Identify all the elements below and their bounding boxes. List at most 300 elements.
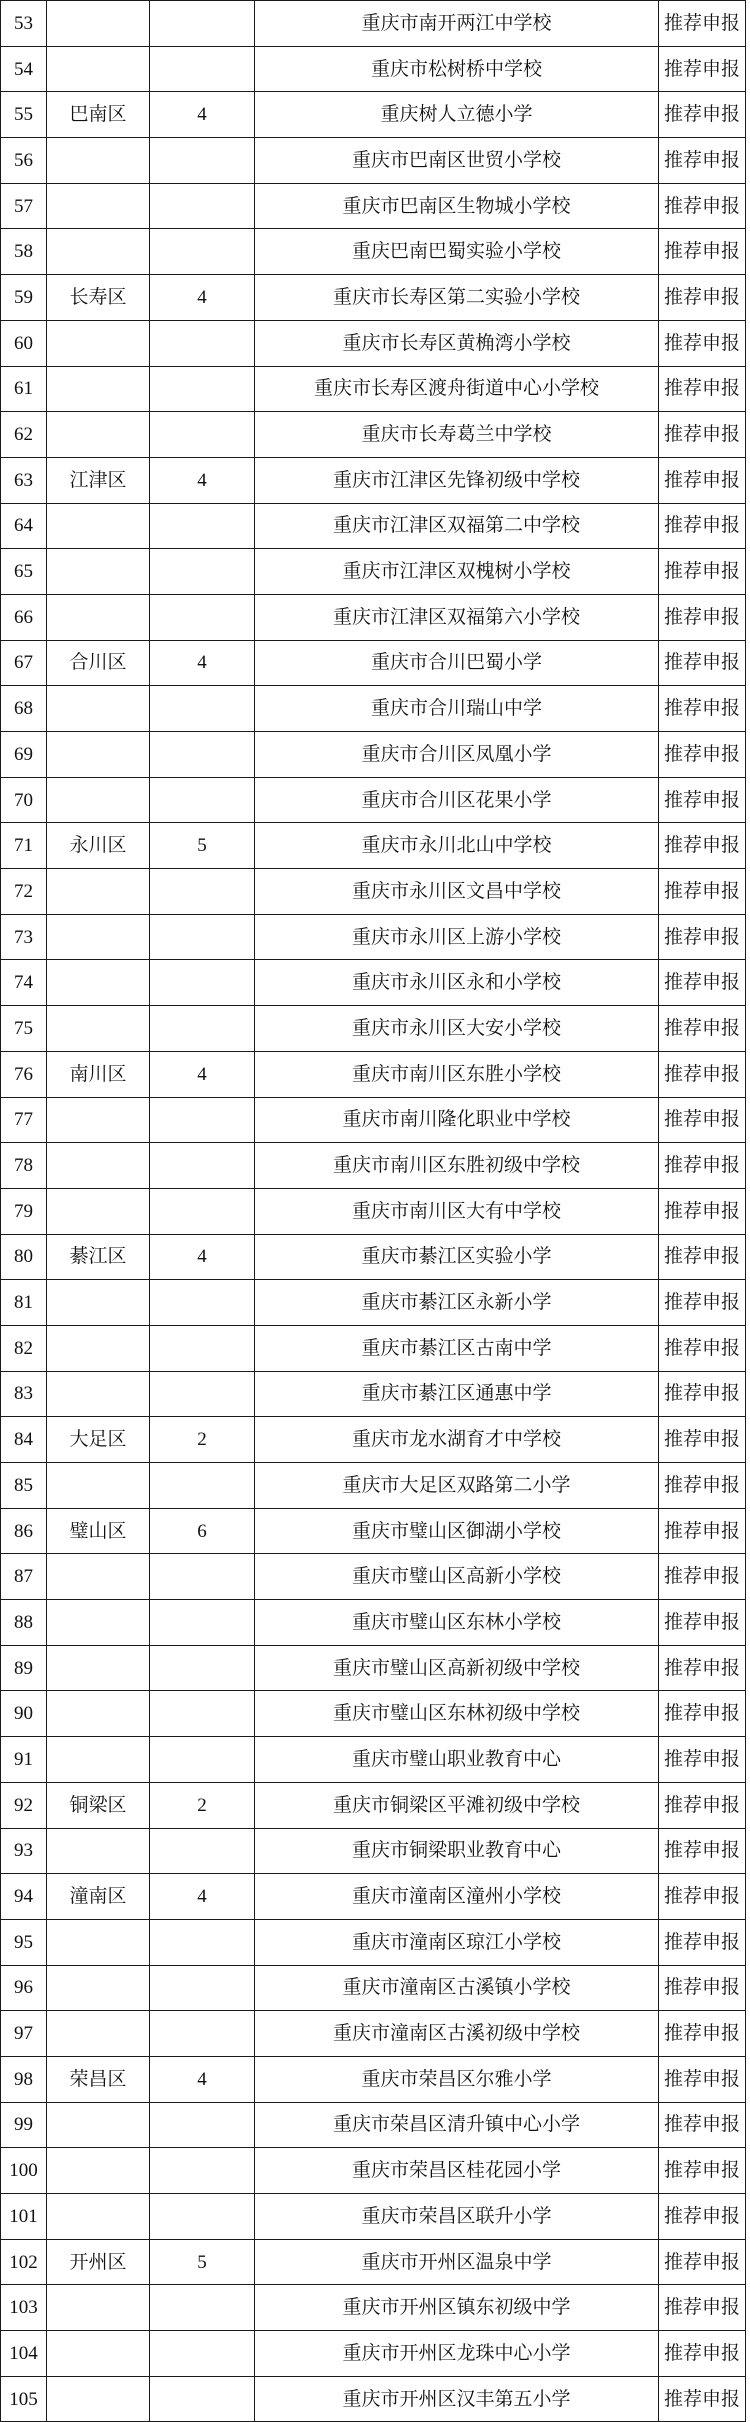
table-row — [1, 412, 746, 458]
table-row — [1, 777, 746, 823]
row-number-cell: 97 — [1, 2011, 47, 2057]
table-row — [1, 2194, 746, 2240]
table-row — [1, 1600, 746, 1646]
district-cell — [47, 1554, 150, 1600]
quota-count-cell — [150, 366, 255, 412]
quota-count-cell — [150, 1006, 255, 1052]
table-row — [1, 1417, 746, 1463]
table-row — [1, 594, 746, 640]
table-row — [1, 1645, 746, 1691]
quota-count-cell: 4 — [150, 640, 255, 686]
quota-count-cell — [150, 777, 255, 823]
district-cell — [47, 366, 150, 412]
table-row — [1, 1782, 746, 1828]
table-row — [1, 1874, 746, 1920]
school-name-cell: 重庆市长寿区第二实验小学校 — [255, 275, 659, 321]
quota-count-cell: 5 — [150, 2239, 255, 2285]
quota-count-cell: 2 — [150, 1782, 255, 1828]
quota-count-cell — [150, 1919, 255, 1965]
table-row — [1, 1463, 746, 1509]
school-name-cell: 重庆市潼南区古溪初级中学校 — [255, 2011, 659, 2057]
school-name-cell: 重庆市荣昌区尔雅小学 — [255, 2056, 659, 2102]
application-type-cell: 推荐申报 — [659, 869, 746, 915]
school-name-cell: 重庆市永川区上游小学校 — [255, 914, 659, 960]
application-type-cell: 推荐申报 — [659, 2148, 746, 2194]
school-name-cell: 重庆市璧山区高新小学校 — [255, 1554, 659, 1600]
row-number-cell: 74 — [1, 960, 47, 1006]
application-type-cell: 推荐申报 — [659, 1691, 746, 1737]
row-number-cell: 94 — [1, 1874, 47, 1920]
application-type-cell: 推荐申报 — [659, 2376, 746, 2422]
row-number-cell: 93 — [1, 1828, 47, 1874]
application-type-cell: 推荐申报 — [659, 320, 746, 366]
quota-count-cell — [150, 1325, 255, 1371]
school-name-cell: 重庆市巴南区世贸小学校 — [255, 138, 659, 184]
row-number-cell: 96 — [1, 1965, 47, 2011]
table-row — [1, 46, 746, 92]
quota-count-cell — [150, 1463, 255, 1509]
table-row — [1, 1371, 746, 1417]
table-row — [1, 1143, 746, 1189]
district-cell — [47, 1463, 150, 1509]
quota-count-cell — [150, 46, 255, 92]
district-cell — [47, 914, 150, 960]
district-cell: 璧山区 — [47, 1508, 150, 1554]
school-name-cell: 重庆市开州区汉丰第五小学 — [255, 2376, 659, 2422]
row-number-cell: 77 — [1, 1097, 47, 1143]
application-type-cell: 推荐申报 — [659, 138, 746, 184]
table-row — [1, 1691, 746, 1737]
application-type-cell: 推荐申报 — [659, 275, 746, 321]
quota-count-cell — [150, 1828, 255, 1874]
table-row — [1, 2148, 746, 2194]
application-type-cell: 推荐申报 — [659, 2011, 746, 2057]
table-row — [1, 1508, 746, 1554]
row-number-cell: 90 — [1, 1691, 47, 1737]
quota-count-cell — [150, 1737, 255, 1783]
table-row — [1, 732, 746, 778]
quota-count-cell — [150, 2102, 255, 2148]
application-type-cell: 推荐申报 — [659, 1919, 746, 1965]
table-row — [1, 229, 746, 275]
quota-count-cell — [150, 503, 255, 549]
table-row — [1, 823, 746, 869]
application-type-cell: 推荐申报 — [659, 2194, 746, 2240]
application-type-cell: 推荐申报 — [659, 823, 746, 869]
school-name-cell: 重庆市长寿葛兰中学校 — [255, 412, 659, 458]
application-type-cell: 推荐申报 — [659, 1417, 746, 1463]
school-name-cell: 重庆市璧山区东林小学校 — [255, 1600, 659, 1646]
application-type-cell: 推荐申报 — [659, 960, 746, 1006]
row-number-cell: 65 — [1, 549, 47, 595]
district-cell — [47, 960, 150, 1006]
table-row — [1, 2056, 746, 2102]
school-name-cell: 重庆市綦江区实验小学 — [255, 1234, 659, 1280]
application-type-cell: 推荐申报 — [659, 46, 746, 92]
table-body — [1, 1, 746, 2422]
row-number-cell: 92 — [1, 1782, 47, 1828]
district-cell — [47, 1, 150, 47]
school-name-cell: 重庆市龙水湖育才中学校 — [255, 1417, 659, 1463]
application-type-cell: 推荐申报 — [659, 1143, 746, 1189]
school-name-cell: 重庆市开州区温泉中学 — [255, 2239, 659, 2285]
quota-count-cell — [150, 183, 255, 229]
row-number-cell: 60 — [1, 320, 47, 366]
row-number-cell: 69 — [1, 732, 47, 778]
quota-count-cell — [150, 412, 255, 458]
district-cell — [47, 549, 150, 595]
district-cell — [47, 229, 150, 275]
row-number-cell: 98 — [1, 2056, 47, 2102]
table-row — [1, 1, 746, 47]
row-number-cell: 86 — [1, 1508, 47, 1554]
district-cell: 荣昌区 — [47, 2056, 150, 2102]
application-type-cell: 推荐申报 — [659, 1645, 746, 1691]
row-number-cell: 103 — [1, 2285, 47, 2331]
table-row — [1, 457, 746, 503]
table-row — [1, 1097, 746, 1143]
district-cell: 大足区 — [47, 1417, 150, 1463]
row-number-cell: 82 — [1, 1325, 47, 1371]
district-cell — [47, 138, 150, 184]
quota-count-cell: 2 — [150, 1417, 255, 1463]
school-name-cell: 重庆市綦江区永新小学 — [255, 1280, 659, 1326]
row-number-cell: 78 — [1, 1143, 47, 1189]
table-row — [1, 503, 746, 549]
district-cell — [47, 320, 150, 366]
district-cell — [47, 2331, 150, 2377]
school-name-cell: 重庆巴南巴蜀实验小学校 — [255, 229, 659, 275]
row-number-cell: 55 — [1, 92, 47, 138]
application-type-cell: 推荐申报 — [659, 1600, 746, 1646]
quota-count-cell — [150, 1965, 255, 2011]
school-name-cell: 重庆市江津区双槐树小学校 — [255, 549, 659, 595]
district-cell — [47, 1325, 150, 1371]
district-cell: 长寿区 — [47, 275, 150, 321]
district-cell — [47, 2376, 150, 2422]
application-type-cell: 推荐申报 — [659, 1463, 746, 1509]
quota-count-cell — [150, 914, 255, 960]
table-row — [1, 138, 746, 184]
school-name-cell: 重庆市南川区东胜小学校 — [255, 1051, 659, 1097]
application-type-cell: 推荐申报 — [659, 1782, 746, 1828]
school-name-cell: 重庆市长寿区黄桷湾小学校 — [255, 320, 659, 366]
table-row — [1, 1280, 746, 1326]
quota-count-cell: 4 — [150, 2056, 255, 2102]
row-number-cell: 85 — [1, 1463, 47, 1509]
row-number-cell: 105 — [1, 2376, 47, 2422]
quota-count-cell — [150, 2285, 255, 2331]
table-row — [1, 686, 746, 732]
district-cell — [47, 1691, 150, 1737]
row-number-cell: 67 — [1, 640, 47, 686]
school-name-cell: 重庆市合川瑞山中学 — [255, 686, 659, 732]
table-row — [1, 549, 746, 595]
row-number-cell: 88 — [1, 1600, 47, 1646]
quota-count-cell — [150, 1188, 255, 1234]
row-number-cell: 95 — [1, 1919, 47, 1965]
application-type-cell: 推荐申报 — [659, 1, 746, 47]
row-number-cell: 75 — [1, 1006, 47, 1052]
school-name-cell: 重庆市江津区双福第二中学校 — [255, 503, 659, 549]
quota-count-cell — [150, 869, 255, 915]
district-cell: 铜梁区 — [47, 1782, 150, 1828]
school-name-cell: 重庆市合川区花果小学 — [255, 777, 659, 823]
school-name-cell: 重庆市璧山区御湖小学校 — [255, 1508, 659, 1554]
district-cell — [47, 183, 150, 229]
table-row — [1, 1828, 746, 1874]
table-row — [1, 320, 746, 366]
school-name-cell: 重庆市南川区大有中学校 — [255, 1188, 659, 1234]
district-cell — [47, 2285, 150, 2331]
school-name-cell: 重庆市长寿区渡舟街道中心小学校 — [255, 366, 659, 412]
table-row — [1, 960, 746, 1006]
row-number-cell: 53 — [1, 1, 47, 47]
application-type-cell: 推荐申报 — [659, 549, 746, 595]
table-row — [1, 1051, 746, 1097]
row-number-cell: 71 — [1, 823, 47, 869]
application-type-cell: 推荐申报 — [659, 2056, 746, 2102]
quota-count-cell — [150, 1, 255, 47]
application-type-cell: 推荐申报 — [659, 1325, 746, 1371]
quota-count-cell — [150, 1097, 255, 1143]
quota-count-cell — [150, 732, 255, 778]
application-type-cell: 推荐申报 — [659, 92, 746, 138]
row-number-cell: 79 — [1, 1188, 47, 1234]
row-number-cell: 56 — [1, 138, 47, 184]
application-type-cell: 推荐申报 — [659, 1828, 746, 1874]
row-number-cell: 91 — [1, 1737, 47, 1783]
quota-count-cell — [150, 2194, 255, 2240]
application-type-cell: 推荐申报 — [659, 2102, 746, 2148]
quota-count-cell — [150, 2331, 255, 2377]
row-number-cell: 61 — [1, 366, 47, 412]
application-type-cell: 推荐申报 — [659, 229, 746, 275]
table-row — [1, 1554, 746, 1600]
row-number-cell: 54 — [1, 46, 47, 92]
table-row — [1, 1325, 746, 1371]
table-row — [1, 869, 746, 915]
school-name-cell: 重庆市南开两江中学校 — [255, 1, 659, 47]
school-name-cell: 重庆市璧山区东林初级中学校 — [255, 1691, 659, 1737]
quota-count-cell — [150, 2148, 255, 2194]
school-name-cell: 重庆市永川北山中学校 — [255, 823, 659, 869]
row-number-cell: 89 — [1, 1645, 47, 1691]
quota-count-cell — [150, 320, 255, 366]
school-name-cell: 重庆市铜梁区平滩初级中学校 — [255, 1782, 659, 1828]
district-cell: 潼南区 — [47, 1874, 150, 1920]
quota-count-cell — [150, 2011, 255, 2057]
quota-count-cell: 4 — [150, 1234, 255, 1280]
district-cell — [47, 732, 150, 778]
school-name-cell: 重庆市永川区文昌中学校 — [255, 869, 659, 915]
row-number-cell: 63 — [1, 457, 47, 503]
row-number-cell: 76 — [1, 1051, 47, 1097]
school-name-cell: 重庆市合川区凤凰小学 — [255, 732, 659, 778]
district-cell — [47, 869, 150, 915]
table-row — [1, 2239, 746, 2285]
application-type-cell: 推荐申报 — [659, 183, 746, 229]
row-number-cell: 84 — [1, 1417, 47, 1463]
quota-count-cell — [150, 960, 255, 1006]
application-type-cell: 推荐申报 — [659, 1051, 746, 1097]
quota-count-cell: 4 — [150, 92, 255, 138]
quota-count-cell: 4 — [150, 457, 255, 503]
school-name-cell: 重庆树人立德小学 — [255, 92, 659, 138]
row-number-cell: 99 — [1, 2102, 47, 2148]
quota-count-cell — [150, 1691, 255, 1737]
school-name-cell: 重庆市南川区东胜初级中学校 — [255, 1143, 659, 1189]
school-name-cell: 重庆市荣昌区清升镇中心小学 — [255, 2102, 659, 2148]
school-name-cell: 重庆市璧山区高新初级中学校 — [255, 1645, 659, 1691]
quota-count-cell: 5 — [150, 823, 255, 869]
quota-count-cell — [150, 1645, 255, 1691]
row-number-cell: 64 — [1, 503, 47, 549]
district-cell — [47, 1919, 150, 1965]
school-name-cell: 重庆市松树桥中学校 — [255, 46, 659, 92]
row-number-cell: 59 — [1, 275, 47, 321]
quota-count-cell: 4 — [150, 1051, 255, 1097]
application-type-cell: 推荐申报 — [659, 1188, 746, 1234]
application-type-cell: 推荐申报 — [659, 777, 746, 823]
application-type-cell: 推荐申报 — [659, 2285, 746, 2331]
table-row — [1, 640, 746, 686]
table-row — [1, 1965, 746, 2011]
district-cell — [47, 1097, 150, 1143]
quota-count-cell — [150, 1280, 255, 1326]
row-number-cell: 102 — [1, 2239, 47, 2285]
row-number-cell: 58 — [1, 229, 47, 275]
application-type-cell: 推荐申报 — [659, 1737, 746, 1783]
school-name-cell: 重庆市荣昌区桂花园小学 — [255, 2148, 659, 2194]
district-cell — [47, 1143, 150, 1189]
row-number-cell: 83 — [1, 1371, 47, 1417]
school-name-cell: 重庆市合川巴蜀小学 — [255, 640, 659, 686]
application-type-cell: 推荐申报 — [659, 686, 746, 732]
quota-count-cell — [150, 549, 255, 595]
row-number-cell: 87 — [1, 1554, 47, 1600]
row-number-cell: 100 — [1, 2148, 47, 2194]
table-row — [1, 1919, 746, 1965]
application-type-cell: 推荐申报 — [659, 1874, 746, 1920]
row-number-cell: 104 — [1, 2331, 47, 2377]
table-row — [1, 275, 746, 321]
row-number-cell: 68 — [1, 686, 47, 732]
application-type-cell: 推荐申报 — [659, 1554, 746, 1600]
row-number-cell: 101 — [1, 2194, 47, 2240]
quota-count-cell — [150, 594, 255, 640]
district-cell — [47, 2194, 150, 2240]
quota-count-cell — [150, 1371, 255, 1417]
application-type-cell: 推荐申报 — [659, 412, 746, 458]
district-cell — [47, 1188, 150, 1234]
application-type-cell: 推荐申报 — [659, 503, 746, 549]
district-cell — [47, 1645, 150, 1691]
quota-count-cell — [150, 686, 255, 732]
district-cell — [47, 412, 150, 458]
district-cell — [47, 2011, 150, 2057]
table-row — [1, 2285, 746, 2331]
table-row — [1, 2331, 746, 2377]
table-row — [1, 2011, 746, 2057]
quota-count-cell — [150, 229, 255, 275]
district-cell — [47, 503, 150, 549]
district-cell — [47, 1280, 150, 1326]
application-type-cell: 推荐申报 — [659, 594, 746, 640]
application-type-cell: 推荐申报 — [659, 1097, 746, 1143]
row-number-cell: 81 — [1, 1280, 47, 1326]
application-type-cell: 推荐申报 — [659, 366, 746, 412]
table-row — [1, 1234, 746, 1280]
quota-count-cell — [150, 1600, 255, 1646]
school-name-cell: 重庆市江津区双福第六小学校 — [255, 594, 659, 640]
application-type-cell: 推荐申报 — [659, 732, 746, 778]
table-row — [1, 1188, 746, 1234]
quota-count-cell: 4 — [150, 1874, 255, 1920]
row-number-cell: 62 — [1, 412, 47, 458]
school-name-cell: 重庆市綦江区通惠中学 — [255, 1371, 659, 1417]
row-number-cell: 72 — [1, 869, 47, 915]
school-name-cell: 重庆市荣昌区联升小学 — [255, 2194, 659, 2240]
district-cell — [47, 1828, 150, 1874]
school-name-cell: 重庆市大足区双路第二小学 — [255, 1463, 659, 1509]
district-cell — [47, 2102, 150, 2148]
school-name-cell: 重庆市铜梁职业教育中心 — [255, 1828, 659, 1874]
quota-count-cell: 6 — [150, 1508, 255, 1554]
district-cell — [47, 1006, 150, 1052]
application-type-cell: 推荐申报 — [659, 2239, 746, 2285]
school-name-cell: 重庆市綦江区古南中学 — [255, 1325, 659, 1371]
school-name-cell: 重庆市开州区龙珠中心小学 — [255, 2331, 659, 2377]
district-cell: 綦江区 — [47, 1234, 150, 1280]
district-cell — [47, 686, 150, 732]
row-number-cell: 73 — [1, 914, 47, 960]
application-type-cell: 推荐申报 — [659, 1006, 746, 1052]
district-cell — [47, 1737, 150, 1783]
school-name-cell: 重庆市南川隆化职业中学校 — [255, 1097, 659, 1143]
application-type-cell: 推荐申报 — [659, 1280, 746, 1326]
school-name-cell: 重庆市永川区大安小学校 — [255, 1006, 659, 1052]
district-cell: 南川区 — [47, 1051, 150, 1097]
application-type-cell: 推荐申报 — [659, 1371, 746, 1417]
application-type-cell: 推荐申报 — [659, 1508, 746, 1554]
table-row — [1, 366, 746, 412]
school-name-cell: 重庆市潼南区古溪镇小学校 — [255, 1965, 659, 2011]
district-cell: 巴南区 — [47, 92, 150, 138]
district-cell — [47, 1965, 150, 2011]
table-row — [1, 2376, 746, 2422]
application-type-cell: 推荐申报 — [659, 1234, 746, 1280]
school-name-cell: 重庆市江津区先锋初级中学校 — [255, 457, 659, 503]
row-number-cell: 57 — [1, 183, 47, 229]
district-cell: 合川区 — [47, 640, 150, 686]
district-cell — [47, 1600, 150, 1646]
table-row — [1, 1006, 746, 1052]
school-name-cell: 重庆市巴南区生物城小学校 — [255, 183, 659, 229]
application-type-cell: 推荐申报 — [659, 2331, 746, 2377]
application-type-cell: 推荐申报 — [659, 1965, 746, 2011]
row-number-cell: 80 — [1, 1234, 47, 1280]
district-cell — [47, 594, 150, 640]
application-type-cell: 推荐申报 — [659, 914, 746, 960]
row-number-cell: 66 — [1, 594, 47, 640]
district-cell: 江津区 — [47, 457, 150, 503]
district-cell: 开州区 — [47, 2239, 150, 2285]
quota-count-cell — [150, 2376, 255, 2422]
table-row — [1, 92, 746, 138]
quota-count-cell: 4 — [150, 275, 255, 321]
district-cell: 永川区 — [47, 823, 150, 869]
